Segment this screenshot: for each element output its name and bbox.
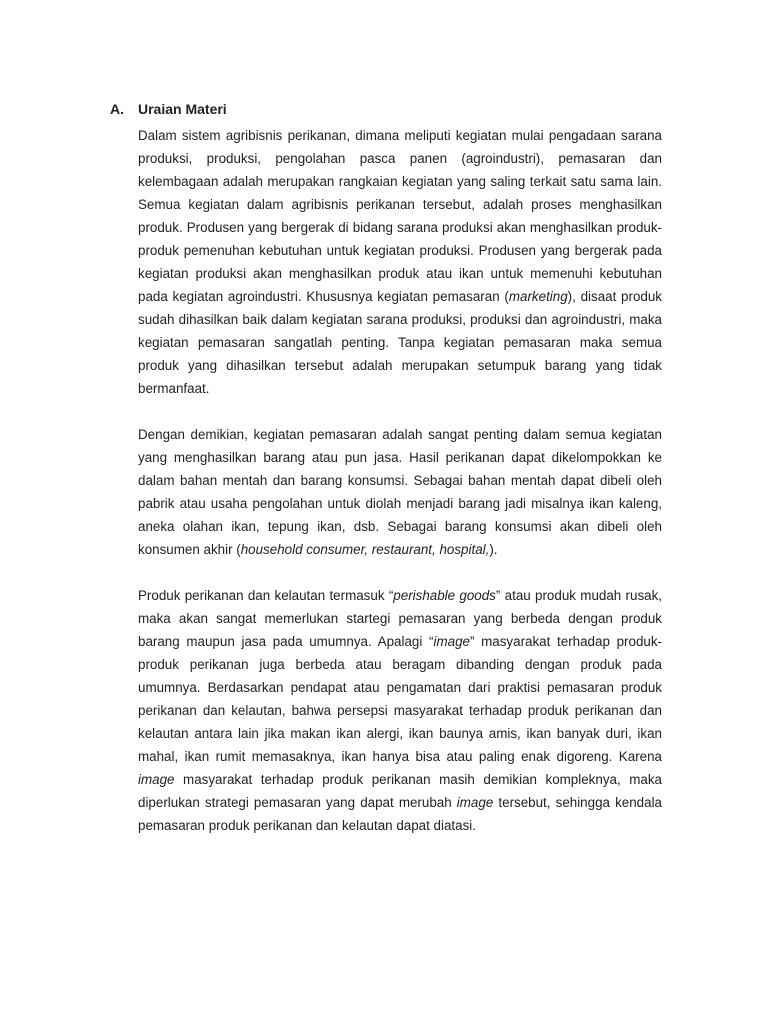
text-segment: masyarakat terhadap produk perikanan masih demikian kompleknya, maka diperlukan strategi pemasaran yang dapat merubah — [138, 772, 662, 810]
text-segment: Dalam sistem agribisnis perikanan, dimana meliputi kegiatan mulai pengadaan sarana produksi, produksi, pengolahan pasca panen (agroindustri), pemasaran dan kelembagaan adalah merupakan rangkaian kegiatan yang saling terkait satu sama lain. Semua kegiatan dalam agribisnis perikanan tersebut, adalah proses menghasilkan produk. Produsen yang bergerak di bidang sarana produksi akan menghasilkan produk-produk pemenuhan kebutuhan untuk kegiatan produksi. Produsen yang bergerak pada kegiatan produksi akan menghasilkan produk atau ikan untuk memenuhi kebutuhan pada kegiatan agroindustri. Khususnya kegiatan pemasaran ( — [138, 128, 662, 304]
italic-term: image — [433, 634, 470, 649]
italic-term: image — [138, 772, 175, 787]
text-segment: ” masyarakat terhadap produk-produk perikanan juga berbeda atau beragam dibanding dengan produk pada umumnya. Berdasarkan pendapat atau pengamatan dari praktisi pemasaran produk perikanan dan kelautan, bahwa persepsi masyarakat terhadap produk perikanan dan kelautan antara lain jika makan ikan alergi, ikan baunya amis, ikan banyak duri, ikan mahal, ikan rumit memasaknya, ikan hanya bisa atau paling enak digoreng. Karena — [138, 634, 662, 764]
section-heading — [110, 100, 227, 118]
italic-term: image — [456, 795, 494, 810]
italic-term: perishable goods — [393, 588, 496, 603]
paragraph-1 — [138, 124, 662, 400]
section-title: Uraian Materi — [138, 101, 227, 117]
section-letter: A. — [110, 101, 124, 117]
text-segment: ” atau produk mudah rusak, maka akan sangat memerlukan startegi pemasaran yang berbeda dengan produk barang maupun jasa pada umumnya. Apalagi “ — [138, 588, 663, 649]
text-segment: Dengan demikian, kegiatan pemasaran adalah sangat penting dalam semua kegiatan yang menghasilkan barang atau pun jasa. Hasil perikanan dapat dikelompokkan ke dalam bahan mentah dan barang konsumsi. Sebagai bahan mentah dapat dibeli oleh pabrik atau usaha pengolahan untuk diolah menjadi barang jadi misalnya ikan kaleng, aneka olahan ikan, tepung ikan, dsb. Sebagai barang konsumsi akan dibeli oleh konsumen akhir ( — [138, 427, 662, 557]
text-segment: Produk perikanan dan kelautan termasuk “ — [138, 588, 394, 603]
paragraph-3 — [138, 584, 662, 837]
text-segment: ), disaat produk sudah dihasilkan baik dalam kegiatan sarana produksi, produksi dan agroindustri, maka kegiatan pemasaran sangatlah penting. Tanpa kegiatan pemasaran maka semua produk yang dihasilkan tersebut adalah merupakan setumpuk barang yang tidak bermanfaat. — [138, 289, 663, 396]
paragraph-2 — [138, 423, 662, 561]
italic-term: marketing — [508, 289, 568, 304]
text-segment: tersebut, sehingga kendala pemasaran produk perikanan dan kelautan dapat diatasi. — [138, 795, 662, 833]
text-segment: ). — [489, 542, 498, 557]
italic-term: household consumer, restaurant, hospital, — [240, 542, 490, 557]
body-text — [138, 124, 662, 837]
